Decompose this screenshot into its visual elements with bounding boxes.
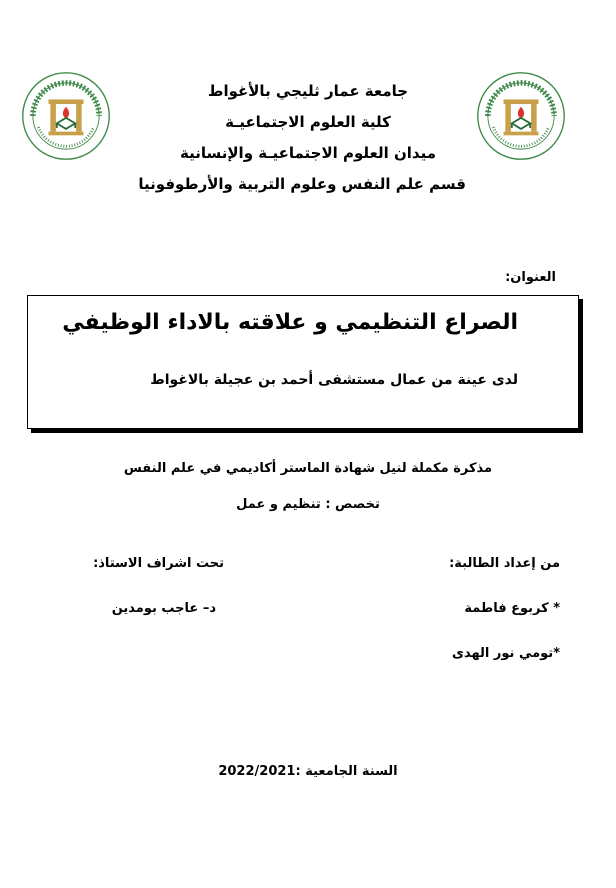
field-name: ميدان العلوم الاجتماعيـة والإنسانية xyxy=(180,144,436,162)
specialization: تخصص : تنظيم و عمل xyxy=(236,497,380,512)
academic-year: السنة الجامعية :2022/2021 xyxy=(218,764,398,779)
student-name-1: * كربوع فاطمة xyxy=(464,601,560,616)
students-label: من إعداد الطالبة: xyxy=(449,556,560,571)
university-logo-right xyxy=(475,70,567,162)
thesis-subtitle: لدى عينة من عمال مستشفى أحمد بن عجيلة بالاغواط xyxy=(150,372,518,388)
supervisor-name: د– عاجب بومدين xyxy=(111,601,216,616)
thesis-title: الصراع التنظيمي و علاقته بالاداء الوظيفي xyxy=(62,310,518,335)
department-name: قسم علم النفس وعلوم التربية والأرطوفونيا xyxy=(138,175,466,193)
institution-header xyxy=(138,76,466,200)
supervisor-label: تحت اشراف الاستاذ: xyxy=(93,556,224,571)
student-name-2: *تومي نور الهدى xyxy=(452,646,560,661)
university-logo-left xyxy=(20,70,112,162)
title-box xyxy=(27,295,579,429)
university-name: جامعة عمار ثليجي بالأغواط xyxy=(207,82,409,100)
memo-description: مذكرة مكملة لنيل شهادة الماستر أكاديمي في علم النفس xyxy=(123,461,493,476)
faculty-name: كلية العلوم الاجتماعيـة xyxy=(225,113,391,131)
title-label: العنوان: xyxy=(505,270,556,285)
